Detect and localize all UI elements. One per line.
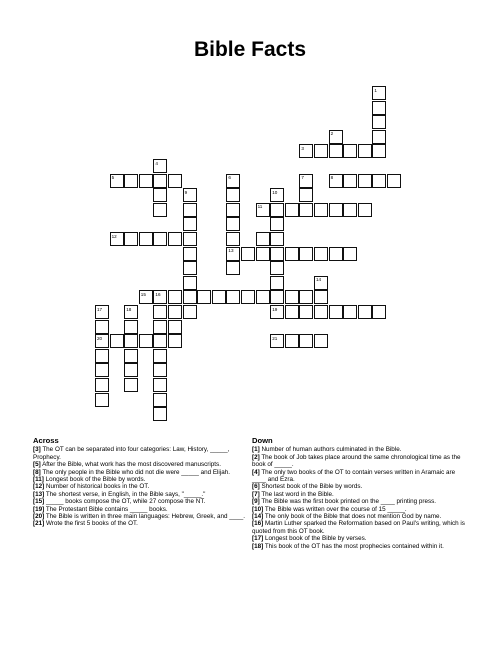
clue-number: [10] xyxy=(252,505,264,513)
grid-cell[interactable] xyxy=(299,174,313,188)
grid-cell[interactable] xyxy=(343,203,357,217)
clue-number: [1] xyxy=(252,446,260,454)
grid-cell[interactable] xyxy=(153,334,167,348)
grid-cell[interactable] xyxy=(314,144,328,158)
grid-cell[interactable] xyxy=(372,174,386,188)
cell-number: 14 xyxy=(316,277,322,283)
grid-cell[interactable] xyxy=(95,320,109,334)
down-clues xyxy=(252,437,466,550)
grid-cell[interactable] xyxy=(285,290,299,304)
grid-cell[interactable] xyxy=(358,305,372,319)
clue-text: Wrote the first 5 books of the OT. xyxy=(44,520,138,528)
grid-cell[interactable] xyxy=(299,188,313,202)
across-clue xyxy=(33,491,245,498)
grid-cell[interactable] xyxy=(372,101,386,115)
grid-cell[interactable] xyxy=(270,188,284,202)
cell-number: 9 xyxy=(184,189,188,195)
clue-text: The Bible was the first book printed on the ____ printing press. xyxy=(259,498,437,506)
cell-number: 7 xyxy=(301,175,304,181)
grid-cell[interactable] xyxy=(299,247,313,261)
grid-cell[interactable] xyxy=(343,174,357,188)
grid-cell[interactable] xyxy=(329,247,343,261)
grid-cell[interactable] xyxy=(226,247,240,261)
grid-cell[interactable] xyxy=(372,115,386,129)
grid-cell[interactable] xyxy=(153,363,167,377)
grid-cell[interactable] xyxy=(241,247,255,261)
grid-cell[interactable] xyxy=(299,334,313,348)
clue-number: [15] xyxy=(33,498,45,506)
grid-cell[interactable] xyxy=(124,363,138,377)
grid-cell[interactable] xyxy=(314,276,328,290)
across-heading: Across xyxy=(33,436,59,445)
grid-cell[interactable] xyxy=(95,349,109,363)
across-clue xyxy=(33,476,245,483)
grid-cell[interactable] xyxy=(256,232,270,246)
clue-text: After the Bible, what work has the most discovered manuscripts. xyxy=(40,461,221,469)
grid-cell[interactable] xyxy=(95,363,109,377)
cell-number: 1 xyxy=(374,87,377,93)
across-clue xyxy=(33,483,245,490)
clue-text: Number of human authors culminated in the Bible. xyxy=(259,446,402,454)
page-title: Bible Facts xyxy=(193,38,307,61)
down-clue-list xyxy=(252,446,466,550)
grid-cell[interactable] xyxy=(139,232,153,246)
clue-text: Martin Luther sparked the Reformation based on Paul's writing, which is quoted from this OT book. xyxy=(252,520,465,535)
grid-cell[interactable] xyxy=(270,261,284,275)
clue-text: _____ books compose the OT, while 27 compose the NT. xyxy=(44,498,206,506)
clue-text: The Bible is written in three main languages: Hebrew, Greek, and ____. xyxy=(44,513,246,521)
across-clue-list xyxy=(33,446,245,527)
grid-cell[interactable] xyxy=(270,305,284,319)
grid-cell[interactable] xyxy=(270,232,284,246)
cell-number: 6 xyxy=(228,175,231,181)
clue-text: This book of the OT has the most prophecies contained within it. xyxy=(263,542,444,550)
clue-text: The only book of the Bible that does not mention God by name. xyxy=(263,513,442,521)
grid-cell[interactable] xyxy=(95,305,109,319)
grid-cell[interactable] xyxy=(299,203,313,217)
grid-cell[interactable] xyxy=(226,203,240,217)
grid-cell[interactable] xyxy=(226,232,240,246)
grid-cell[interactable] xyxy=(299,144,313,158)
clue-text: Longest book of the Bible by verses. xyxy=(263,535,367,543)
grid-cell[interactable] xyxy=(299,305,313,319)
clue-number: [21] xyxy=(33,520,45,528)
grid-cell[interactable] xyxy=(153,203,167,217)
cell-number: 18 xyxy=(126,306,132,312)
grid-cell[interactable] xyxy=(183,188,197,202)
cell-number: 21 xyxy=(272,335,278,341)
cell-number: 5 xyxy=(111,175,115,181)
grid-cell[interactable] xyxy=(314,203,328,217)
grid-cell[interactable] xyxy=(95,378,109,392)
grid-cell[interactable] xyxy=(270,203,284,217)
down-clue xyxy=(252,498,466,505)
across-clue xyxy=(33,513,245,520)
grid-cell[interactable] xyxy=(95,334,109,348)
down-clue xyxy=(252,454,466,469)
across-clue xyxy=(33,498,245,505)
grid-cell[interactable] xyxy=(168,232,182,246)
cell-number: 12 xyxy=(111,233,117,239)
grid-cell[interactable] xyxy=(285,334,299,348)
grid-cell[interactable] xyxy=(168,305,182,319)
clue-text: The only two books of the OT to contain verses written in Aramaic are ____ and Ezra. xyxy=(252,468,456,484)
grid-cell[interactable] xyxy=(285,305,299,319)
clue-text: The Bible was written over the course of 15 _____. xyxy=(263,505,407,513)
grid-cell[interactable] xyxy=(343,144,357,158)
grid-cell[interactable] xyxy=(212,290,226,304)
grid-cell[interactable] xyxy=(270,276,284,290)
grid-cell[interactable] xyxy=(343,305,357,319)
cell-number: 2 xyxy=(330,131,334,137)
grid-cell[interactable] xyxy=(153,159,167,173)
down-clue xyxy=(252,520,466,535)
grid-cell[interactable] xyxy=(153,378,167,392)
grid-cell[interactable] xyxy=(256,290,270,304)
clue-text: The shortest verse, in English, in the Bible says, "_____." xyxy=(44,490,206,498)
clue-number: [9] xyxy=(252,498,260,506)
grid-cell[interactable] xyxy=(153,320,167,334)
grid-cell[interactable] xyxy=(256,203,270,217)
grid-cell[interactable] xyxy=(124,232,138,246)
clue-number: [2] xyxy=(252,453,260,461)
down-clue xyxy=(252,483,466,490)
grid-cell[interactable] xyxy=(285,203,299,217)
grid-cell[interactable] xyxy=(124,320,138,334)
clue-number: [19] xyxy=(33,505,45,513)
grid-cell[interactable] xyxy=(270,290,284,304)
grid-cell[interactable] xyxy=(168,334,182,348)
grid-cell[interactable] xyxy=(153,174,167,188)
grid-cell[interactable] xyxy=(329,130,343,144)
grid-cell[interactable] xyxy=(329,305,343,319)
cell-number: 17 xyxy=(97,306,103,312)
across-clue xyxy=(33,461,245,468)
grid-cell[interactable] xyxy=(124,349,138,363)
grid-cell[interactable] xyxy=(314,305,328,319)
cell-number: 10 xyxy=(272,189,278,195)
grid-cell[interactable] xyxy=(358,203,372,217)
cell-number: 19 xyxy=(272,306,278,312)
grid-cell[interactable] xyxy=(124,334,138,348)
clue-number: [5] xyxy=(33,461,41,469)
clue-text: The OT can be separated into four categories: Law, History, _____, Prophecy. xyxy=(33,446,230,461)
clue-number: [17] xyxy=(252,535,264,543)
across-clue xyxy=(33,469,245,476)
grid-cell[interactable] xyxy=(153,290,167,304)
across-clue xyxy=(33,446,245,461)
clue-number: [20] xyxy=(33,513,45,521)
clue-text: Number of historical books in the OT. xyxy=(44,483,150,491)
grid-cell[interactable] xyxy=(183,203,197,217)
cell-number: 3 xyxy=(301,145,304,151)
grid-cell[interactable] xyxy=(197,290,211,304)
grid-cell[interactable] xyxy=(183,261,197,275)
grid-cell[interactable] xyxy=(110,334,124,348)
cell-number: 16 xyxy=(155,291,161,297)
clue-text: The Protestant Bible contains _____ books. xyxy=(44,505,168,513)
grid-cell[interactable] xyxy=(153,188,167,202)
grid-cell[interactable] xyxy=(153,393,167,407)
grid-cell[interactable] xyxy=(314,290,328,304)
clue-text: The last word in the Bible. xyxy=(259,490,334,498)
cell-number: 13 xyxy=(228,248,234,254)
grid-cell[interactable] xyxy=(226,290,240,304)
grid-cell[interactable] xyxy=(183,276,197,290)
grid-cell[interactable] xyxy=(329,174,343,188)
grid-cell[interactable] xyxy=(226,217,240,231)
grid-cell[interactable] xyxy=(153,349,167,363)
clue-text: The only people in the Bible who did not die were _____ and Elijah. xyxy=(40,468,230,476)
across-clues xyxy=(33,437,245,528)
grid-cell[interactable] xyxy=(124,174,138,188)
cell-number: 11 xyxy=(257,204,263,210)
grid-cell[interactable] xyxy=(372,305,386,319)
grid-cell[interactable] xyxy=(372,130,386,144)
grid-cell[interactable] xyxy=(226,188,240,202)
down-clue xyxy=(252,513,466,520)
cell-number: 20 xyxy=(97,335,103,341)
clue-text: Shortest book of the Bible by words. xyxy=(259,483,363,491)
grid-cell[interactable] xyxy=(183,217,197,231)
grid-cell[interactable] xyxy=(153,305,167,319)
clue-number: [11] xyxy=(33,476,44,484)
clue-number: [16] xyxy=(252,520,264,528)
clue-number: [18] xyxy=(252,542,264,550)
grid-cell[interactable] xyxy=(270,247,284,261)
grid-cell[interactable] xyxy=(226,261,240,275)
clue-number: [6] xyxy=(252,483,260,491)
grid-cell[interactable] xyxy=(372,86,386,100)
grid-cell[interactable] xyxy=(153,407,167,421)
down-heading: Down xyxy=(252,436,273,445)
down-clue xyxy=(252,469,466,484)
grid-cell[interactable] xyxy=(124,305,138,319)
grid-cell[interactable] xyxy=(110,174,124,188)
cell-number: 4 xyxy=(155,160,158,166)
clue-number: [7] xyxy=(252,490,260,498)
down-clue xyxy=(252,506,466,513)
grid-cell[interactable] xyxy=(110,232,124,246)
grid-cell[interactable] xyxy=(183,305,197,319)
grid-cell[interactable] xyxy=(314,247,328,261)
clue-number: [4] xyxy=(252,468,260,476)
grid-cell[interactable] xyxy=(139,174,153,188)
grid-cell[interactable] xyxy=(95,393,109,407)
grid-cell[interactable] xyxy=(183,290,197,304)
grid-cell[interactable] xyxy=(168,320,182,334)
clue-number: [8] xyxy=(33,468,41,476)
grid-cell[interactable] xyxy=(270,334,284,348)
grid-cell[interactable] xyxy=(226,174,240,188)
clue-number: [14] xyxy=(252,513,264,521)
grid-cell[interactable] xyxy=(329,144,343,158)
grid-cell[interactable] xyxy=(256,247,270,261)
clue-number: [3] xyxy=(33,446,41,454)
grid-cell[interactable] xyxy=(314,334,328,348)
clue-number: [13] xyxy=(33,490,45,498)
down-clue xyxy=(252,491,466,498)
grid-cell[interactable] xyxy=(241,290,255,304)
grid-cell[interactable] xyxy=(124,378,138,392)
grid-cell[interactable] xyxy=(358,174,372,188)
grid-cell[interactable] xyxy=(358,144,372,158)
cell-number: 8 xyxy=(330,175,334,181)
grid-cell[interactable] xyxy=(270,217,284,231)
grid-cell[interactable] xyxy=(183,232,197,246)
grid-cell[interactable] xyxy=(387,174,401,188)
grid-cell[interactable] xyxy=(372,144,386,158)
grid-cell[interactable] xyxy=(299,290,313,304)
down-clue xyxy=(252,446,466,453)
grid-cell[interactable] xyxy=(329,203,343,217)
grid-cell[interactable] xyxy=(139,290,153,304)
cell-number: 15 xyxy=(140,291,146,297)
grid-cell[interactable] xyxy=(183,247,197,261)
grid-cell[interactable] xyxy=(139,334,153,348)
clue-text: The book of Job takes place around the same chronological time as the book of _____. xyxy=(252,453,461,469)
grid-cell[interactable] xyxy=(153,232,167,246)
grid-cell[interactable] xyxy=(168,174,182,188)
clue-text: Longest book of the Bible by words. xyxy=(43,476,146,484)
grid-cell[interactable] xyxy=(285,247,299,261)
grid-cell[interactable] xyxy=(343,247,357,261)
grid-cell[interactable] xyxy=(168,290,182,304)
across-clue xyxy=(33,520,245,527)
down-clue xyxy=(252,535,466,542)
down-clue xyxy=(252,543,466,550)
clue-number: [12] xyxy=(33,483,45,491)
across-clue xyxy=(33,506,245,513)
